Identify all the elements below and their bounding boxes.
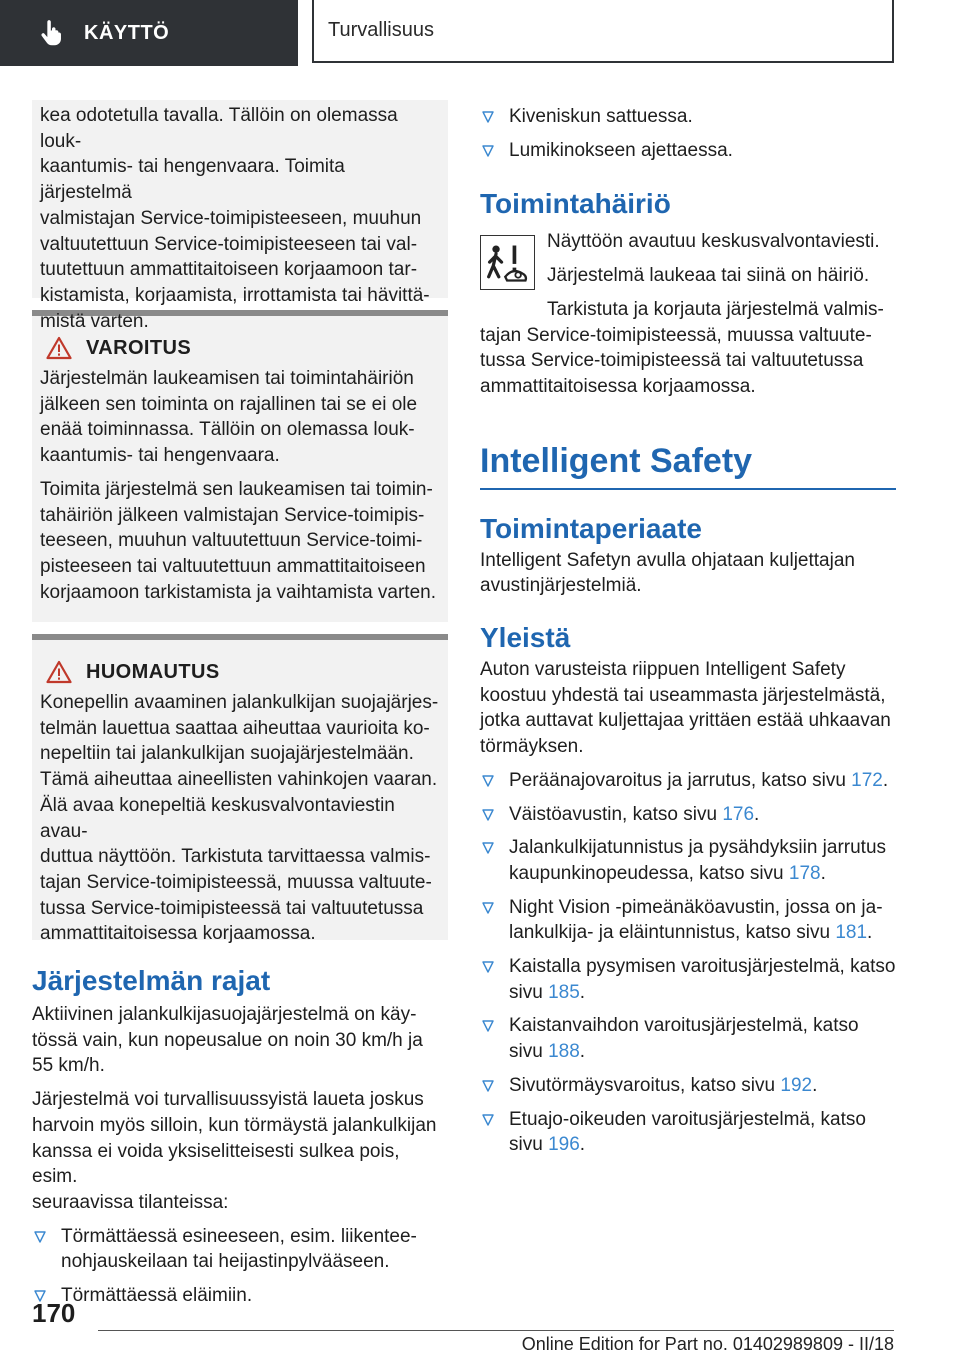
bullet-triangle-icon [482,809,494,821]
bullet-triangle-icon [482,1020,494,1032]
warning-title: VAROITUS [86,336,192,359]
intelligent-safety-section [480,440,896,1158]
limits-text-line: harvoin myös silloin, kun törmäystä jalankulkijan [32,1114,437,1136]
limits-text-line: Aktiivinen jalankulkijasuojajärjestelmä on käy- [32,1004,417,1025]
warning-box [32,310,448,622]
notice-box [32,634,448,945]
page-header [0,0,960,66]
malfunction-section [480,187,896,399]
intro-line: kistamista, korjaamista, irrottamista tai hävittä- [40,284,430,306]
warning-text-line: jälkeen sen toiminta on rajallinen tai se ei ole [40,393,418,415]
principle-heading: Toimintaperiaate [480,512,702,544]
limits-text-line: kanssa ei voida yksiselitteisesti sulkea pois, esim. [32,1140,400,1188]
bullet-triangle-icon [482,961,494,973]
malfunction-text-3: Tarkistuta ja korjauta järjestelmä valmis- tajan Service-toimipisteessä, muussa valtuute- tussa Service-toimipisteessä tai valtuutetussa ammattitaitoisessa korjaamossa. [480,298,884,397]
bullet-triangle-icon [482,1114,494,1126]
page-link-185[interactable]: 185 [548,981,580,1003]
page-link-176[interactable]: 176 [722,803,755,825]
notice-text-line: tajan Service-toimipisteessä, muussa valtuute- [40,871,432,893]
principle-text-line: avustinjärjestelmiä. [480,575,642,597]
intelligent-safety-title: Intelligent Safety [480,441,753,480]
intro-line: kea odotetulla tavalla. Tällöin on olemassa louk- [40,105,398,152]
pedestrian-protection-warning-icon [480,235,535,290]
hand-pointer-icon [38,19,66,47]
warning-text-line: teeseen, muuhun valtuutettuun Service-toimi- [40,530,423,552]
malfunction-text-2: Järjestelmä laukeaa tai siinä on häiriö. [547,265,870,287]
general-text-line: jotka auttavat kuljettajaa yrittäen estää uhkaavan [480,710,891,732]
malfunction-text-1: Näyttöön avautuu keskusvalvontaviesti. [547,231,880,253]
warning-text-line: pisteeseen tai valtuutettuun ammattitaitoiseen [40,555,426,577]
page-link-188[interactable]: 188 [548,1041,580,1063]
intro-line: mistä varten. [40,310,149,332]
intelligent-safety-title-wrap [480,440,896,490]
warning-text-line: Järjestelmän laukeamisen tai toimintahäiriön [40,368,414,389]
general-heading: Yleistä [480,622,571,654]
bullet-triangle-icon [482,1080,494,1092]
left-column [32,100,448,1309]
warning-text-line: kaantumis- tai hengenvaara. [40,445,280,467]
limits-text-line: 55 km/h. [32,1055,105,1077]
list-item: Kiveniskun sattuessa. [480,104,896,130]
notice-text-line: Älä avaa konepeltiä keskusvalvontaviestin avau- [40,794,395,842]
section-tab[interactable] [312,0,894,63]
warning-header [40,336,440,360]
warning-text-line: Toimita järjestelmä sen laukeamisen tai toimin- [40,478,433,500]
limits-section [32,964,448,1309]
list-item: Törmättäessä eläimiin. [32,1283,448,1309]
limits-heading: Järjestelmän rajat [32,965,271,996]
notice-triangle-icon [46,660,72,684]
list-item: Night Vision -pimeänäköavustin, jossa on ja- lankulkija- ja eläintunnistus, katso sivu 181. [480,895,896,946]
notice-header [40,660,440,684]
notice-text-line: Konepellin avaaminen jalankulkijan suojajärjes- [40,692,439,713]
general-text-line: koostuu yhdestä tai useammasta järjestelmästä, [480,684,886,706]
bullet-triangle-icon [482,775,494,787]
notice-text-line: duttua näyttöön. Tarkistuta tarvittaessa valmis- [40,846,431,868]
page-link-181[interactable]: 181 [835,922,868,944]
intro-line: valmistajan Service-toimipisteeseen, muuhun [40,207,422,229]
intro-line: kaantumis- tai hengenvaara. Toimita järjestelmä [40,156,345,204]
intro-box [32,100,448,332]
limits-text-line: Järjestelmä voi turvallisuussyistä laueta joskus [32,1089,424,1111]
list-item: Kaistalla pysymisen varoitusjärjestelmä, katso sivu 185. [480,954,896,1005]
list-item: Jalankulkijatunnistus ja pysähdyksiin jarrutus kaupunkinopeudessa, katso sivu 178. [480,835,896,886]
systems-list [480,768,896,1158]
right-column [480,98,896,1158]
list-item: Kaistanvaihdon varoitusjärjestelmä, katso sivu 188. [480,1013,896,1064]
intro-line: valtuutettuun Service-toimipisteeseen tai val- [40,233,418,255]
section-label: Turvallisuus [328,19,434,41]
page-link-192[interactable]: 192 [780,1074,813,1096]
principle-text-line: Intelligent Safetyn avulla ohjataan kuljettajan [480,549,855,571]
notice-text-line: ammattitaitoisessa korjaamossa. [40,923,316,945]
page-link-178[interactable]: 178 [788,862,821,884]
footer-divider [98,1330,894,1331]
page-number: 170 [32,1298,76,1328]
limits-list [32,1224,448,1309]
edition-info: Online Edition for Part no. 01402989809 - II/18 [521,1334,894,1354]
notice-text-line: nepeltiin tai jalankulkijan suojajärjestelmään. [40,743,414,765]
notice-text-line: Tämä aiheuttaa aineellisten vahinkojen vaaran. [40,769,438,791]
notice-text-line: telmän lauettua saattaa aiheuttaa vaurioita ko- [40,717,430,739]
list-item: Lumikinokseen ajettaessa. [480,138,896,164]
warning-text-line: enää toiminnassa. Tällöin on olemassa louk- [40,419,415,441]
warning-text-line: tahäiriön jälkeen valmistajan Service-toimipis- [40,504,425,526]
list-item: Väistöavustin, katso sivu 176. [480,802,896,828]
warning-text-line: korjaamoon tarkistamista ja vaihtamista varten. [40,581,436,603]
intro-line: tuutettuun ammattitaitoiseen korjaamoon tar- [40,259,418,281]
general-text-line: Auton varusteista riippuen Intelligent Safety [480,659,846,681]
bullet-triangle-icon [482,902,494,914]
general-text-line: törmäyksen. [480,736,584,758]
limits-text-line: tössä vain, kun nopeusalue on noin 30 km/h ja [32,1029,423,1051]
malfunction-heading: Toimintahäiriö [480,188,671,220]
trigger-list [480,104,896,163]
chapter-label: KÄYTTÖ [84,21,170,44]
limits-text-line: seuraavissa tilanteissa: [32,1191,229,1213]
list-item: Etuajo-oikeuden varoitusjärjestelmä, katso sivu 196. [480,1107,896,1158]
notice-text-line: tussa Service-toimipisteessä tai valtuutetussa [40,897,424,919]
bullet-triangle-icon [482,842,494,854]
list-item: Peräänajovaroitus ja jarrutus, katso sivu 172. [480,768,896,794]
page-link-196[interactable]: 196 [548,1134,580,1156]
bullet-triangle-icon [34,1231,46,1243]
bullet-triangle-icon [482,111,494,123]
list-item: Törmättäessä esineeseen, esim. liikentee- nohjauskeilaan tai heijastinpylvääseen. [32,1224,448,1275]
warning-triangle-icon [46,336,72,360]
notice-title: HUOMAUTUS [86,660,220,683]
list-item: Sivutörmäysvaroitus, katso sivu 192. [480,1073,896,1099]
page-link-172[interactable]: 172 [851,769,883,791]
bullet-triangle-icon [482,145,494,157]
chapter-tab[interactable] [0,0,298,66]
